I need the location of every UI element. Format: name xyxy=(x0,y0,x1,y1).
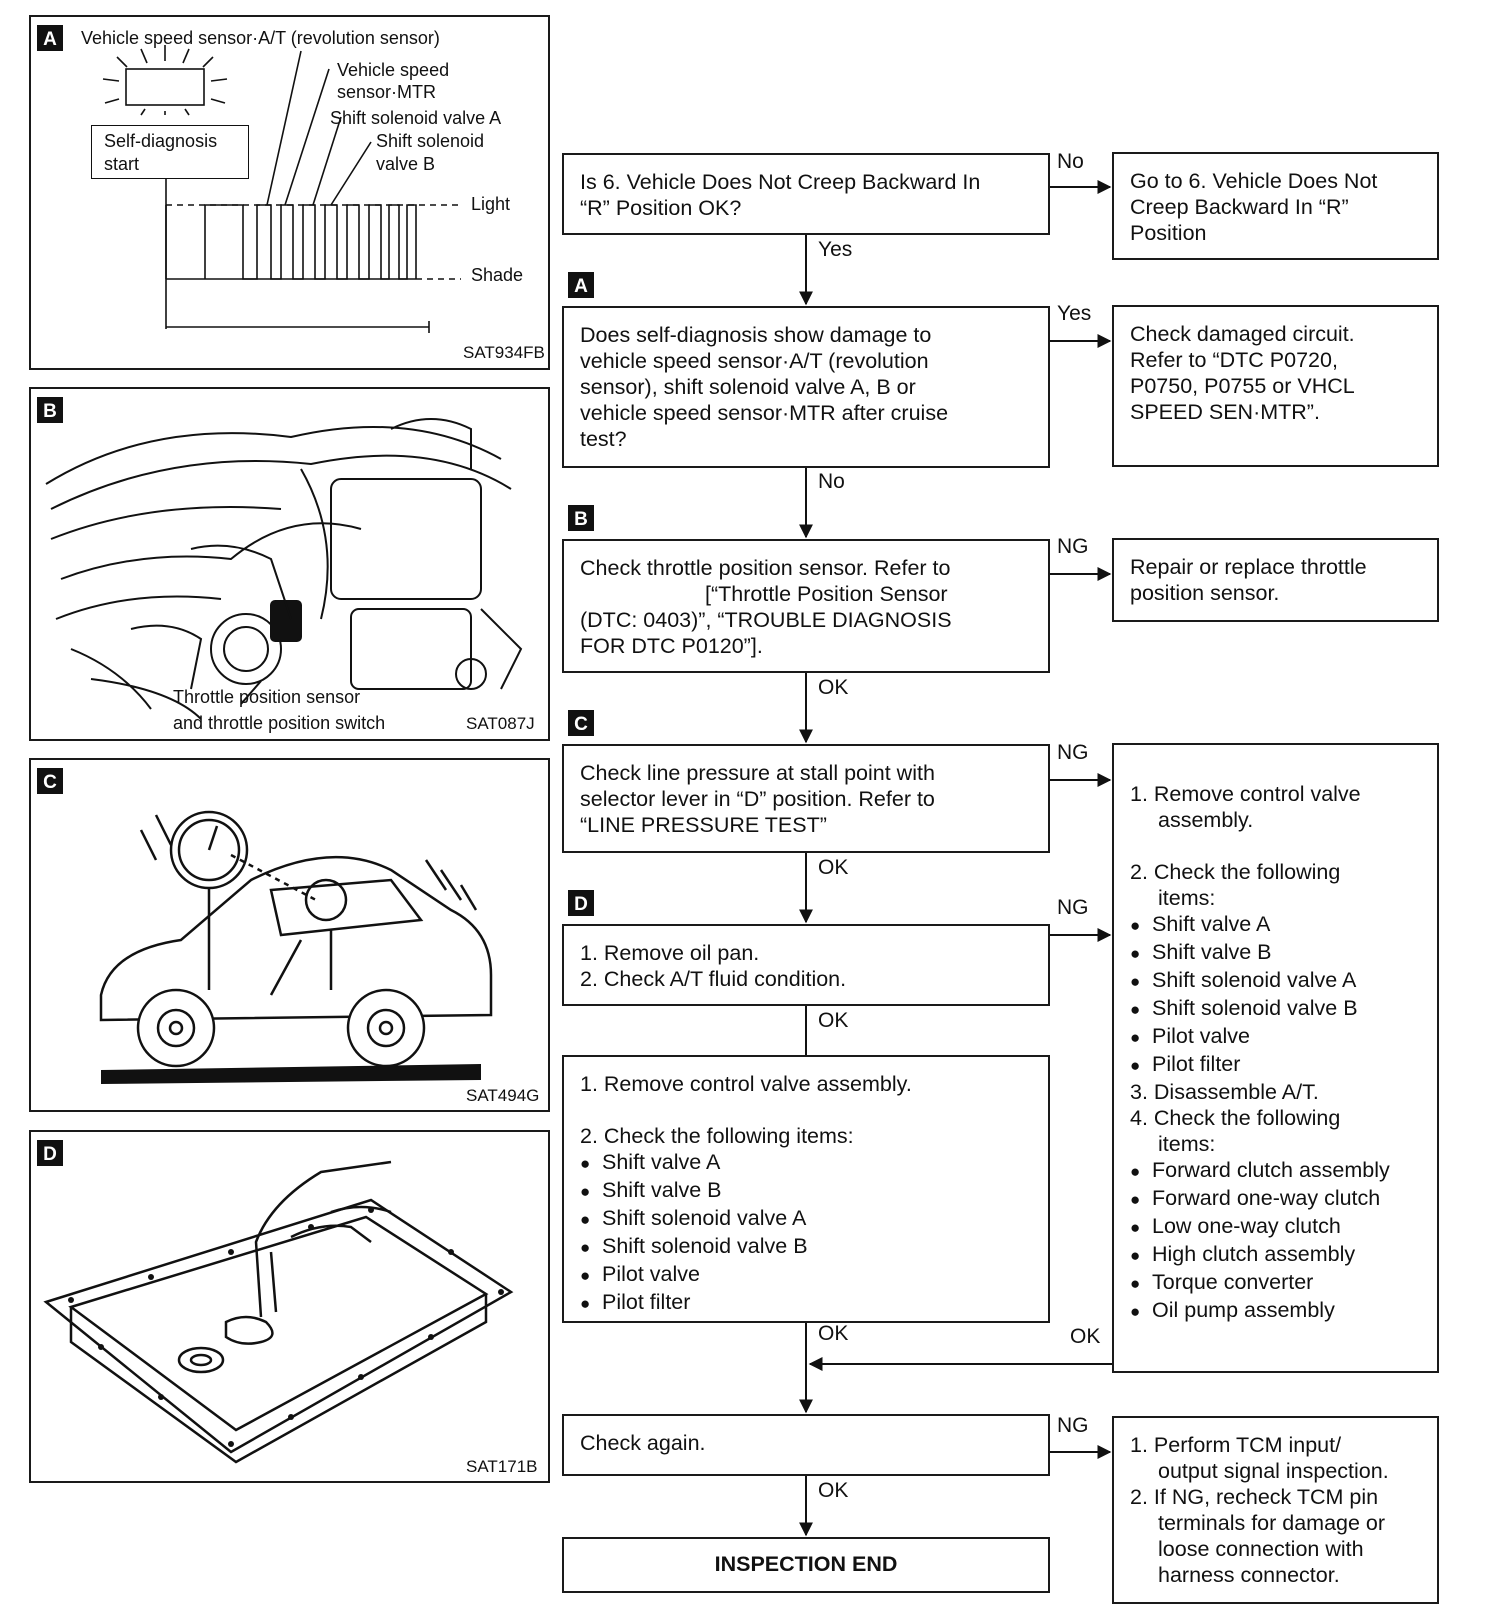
panel-a-sol-a: Shift solenoid valve A xyxy=(330,108,502,128)
r4-spacer xyxy=(1130,833,1421,859)
q1-line-2: “R” Position OK? xyxy=(580,196,742,220)
q6-line-2: 2. Check the following items: xyxy=(580,1124,854,1148)
flow-box-r5 xyxy=(1112,1416,1439,1604)
r4-item: ● Low one-way clutch xyxy=(1130,1213,1421,1241)
flow-box-q1 xyxy=(562,153,1050,235)
flow-box-r2 xyxy=(1112,305,1439,467)
q6-item: ● Shift solenoid valve A xyxy=(580,1205,1032,1233)
flow-box-q7 xyxy=(562,1414,1050,1476)
r4-item: ● Oil pump assembly xyxy=(1130,1297,1421,1325)
panel-b-tag: B xyxy=(37,397,63,423)
panel-d-code: SAT171B xyxy=(466,1457,538,1476)
r3-line-2: position sensor. xyxy=(1130,581,1280,605)
label-ok-2: OK xyxy=(818,856,849,879)
flow-box-q3 xyxy=(562,539,1050,673)
r2-line-3: P0750, P0755 or VHCL xyxy=(1130,374,1355,398)
r4-item: ● Pilot valve xyxy=(1130,1023,1421,1051)
flow-tag-d: D xyxy=(568,890,594,916)
panel-a-light: Light xyxy=(471,194,511,214)
panel-a-shade: Shade xyxy=(471,265,524,285)
label-yes-2: Yes xyxy=(1057,302,1092,325)
panel-b-code: SAT087J xyxy=(466,714,535,733)
q6-item: ● Shift valve B xyxy=(580,1177,1032,1205)
label-ok-3: OK xyxy=(818,1009,849,1032)
flow-box-q5 xyxy=(562,924,1050,1006)
r4-item: ● Forward one-way clutch xyxy=(1130,1185,1421,1213)
r4-line-6: 4. Check the following xyxy=(1130,1106,1341,1130)
q3-line-2: [“Throttle Position Sensor xyxy=(705,582,948,606)
label-ok-1: OK xyxy=(818,676,849,699)
panel-a-tag: A xyxy=(37,25,63,51)
q1-line-1: Is 6. Vehicle Does Not Creep Backward In xyxy=(580,170,981,194)
q4-line-1: Check line pressure at stall point with xyxy=(580,761,935,785)
label-ng-3: NG xyxy=(1057,896,1089,919)
label-yes-1: Yes xyxy=(818,238,853,261)
panel-c-tag: C xyxy=(37,768,63,794)
label-ok-5: OK xyxy=(1070,1325,1101,1348)
flow-box-r4 xyxy=(1112,743,1439,1373)
panel-d-tag: D xyxy=(37,1140,63,1166)
r5-line-2: output signal inspection. xyxy=(1158,1459,1389,1483)
panel-a-vss-mtr-2: sensor·MTR xyxy=(337,82,437,102)
r2-line-2: Refer to “DTC P0720, xyxy=(1130,348,1338,372)
r4-item: ● Forward clutch assembly xyxy=(1130,1157,1421,1185)
r4-item: ● Shift solenoid valve B xyxy=(1130,995,1421,1023)
label-ng-1: NG xyxy=(1057,535,1089,558)
r1-line-2: Creep Backward In “R” xyxy=(1130,195,1349,219)
q6-item: ● Pilot filter xyxy=(580,1289,1032,1317)
r4-item: ● Shift valve B xyxy=(1130,939,1421,967)
q3-line-4: FOR DTC P0120”]. xyxy=(580,634,763,658)
inspection-end-label: INSPECTION END xyxy=(714,1552,898,1576)
q5-line-2: 2. Check A/T fluid condition. xyxy=(580,967,847,991)
flow-tag-c: C xyxy=(568,710,594,736)
r5-line-3: 2. If NG, recheck TCM pin xyxy=(1130,1485,1379,1509)
r4-item: ● Torque converter xyxy=(1130,1269,1421,1297)
flow-tag-b: B xyxy=(568,505,594,531)
q2-line-2: vehicle speed sensor·A/T (revolution xyxy=(580,349,929,373)
panel-a-start-1: Self-diagnosis xyxy=(104,131,218,151)
panel-a-sol-b-2: valve B xyxy=(376,154,436,174)
r5-line-4: terminals for damage or xyxy=(1158,1511,1386,1535)
q3-line-3: (DTC: 0403)”, “TROUBLE DIAGNOSIS xyxy=(580,608,952,632)
label-ok-4: OK xyxy=(818,1322,849,1345)
q4-line-3: “LINE PRESSURE TEST” xyxy=(580,813,827,837)
q2-line-4: vehicle speed sensor·MTR after cruise xyxy=(580,401,949,425)
q3-line-1: Check throttle position sensor. Refer to xyxy=(580,556,951,580)
panel-c-code: SAT494G xyxy=(466,1086,540,1105)
panel-a-title: Vehicle speed sensor·A/T (revolution sensor) xyxy=(81,28,440,48)
r1-line-3: Position xyxy=(1130,221,1207,245)
flow-tag-a: A xyxy=(568,272,594,298)
label-no-2: No xyxy=(818,470,845,493)
flow-box-r3 xyxy=(1112,538,1439,622)
r4-item: ● High clutch assembly xyxy=(1130,1241,1421,1269)
r3-line-1: Repair or replace throttle xyxy=(1130,555,1367,579)
r2-line-4: SPEED SEN·MTR”. xyxy=(1130,400,1320,424)
r4-line-7: items: xyxy=(1158,1132,1216,1156)
r5-line-6: harness connector. xyxy=(1158,1563,1340,1587)
q6-item: ● Shift valve A xyxy=(580,1149,1032,1177)
flow-box-r1 xyxy=(1112,152,1439,260)
r4-line-4: items: xyxy=(1158,886,1216,910)
q2-line-3: sensor), shift solenoid valve A, B or xyxy=(580,375,916,399)
flow-box-q6 xyxy=(562,1055,1050,1323)
panel-b-caption-2: and throttle position switch xyxy=(173,713,386,733)
inspection-end-box xyxy=(562,1537,1050,1593)
panel-a-vss-mtr-1: Vehicle speed xyxy=(337,60,450,80)
r2-line-1: Check damaged circuit. xyxy=(1130,322,1355,346)
q2-line-5: test? xyxy=(580,427,627,451)
label-ng-4: NG xyxy=(1057,1414,1089,1437)
panel-a-sol-b-1: Shift solenoid xyxy=(376,131,485,151)
panel-a-code: SAT934FB xyxy=(463,343,545,362)
r4-item: ● Shift valve A xyxy=(1130,911,1421,939)
r5-line-5: loose connection with xyxy=(1158,1537,1364,1561)
r4-line-1: 1. Remove control valve xyxy=(1130,782,1361,806)
r1-line-1: Go to 6. Vehicle Does Not xyxy=(1130,169,1378,193)
panel-b-caption-1: Throttle position sensor xyxy=(173,687,361,707)
r4-line-5: 3. Disassemble A/T. xyxy=(1130,1080,1319,1104)
q6-spacer xyxy=(580,1097,1032,1123)
panel-a-start-2: start xyxy=(104,154,140,174)
q7-line-1: Check again. xyxy=(580,1431,706,1455)
q5-line-1: 1. Remove oil pan. xyxy=(580,941,760,965)
r4-line-3: 2. Check the following xyxy=(1130,860,1341,884)
flow-box-q4 xyxy=(562,744,1050,853)
q6-line-1: 1. Remove control valve assembly. xyxy=(580,1072,912,1096)
r4-item: ● Shift solenoid valve A xyxy=(1130,967,1421,995)
r4-line-2: assembly. xyxy=(1158,808,1254,832)
q2-line-1: Does self-diagnosis show damage to xyxy=(580,323,932,347)
q6-item: ● Shift solenoid valve B xyxy=(580,1233,1032,1261)
q4-line-2: selector lever in “D” position. Refer to xyxy=(580,787,935,811)
r5-line-1: 1. Perform TCM input/ xyxy=(1130,1433,1342,1457)
label-ok-6: OK xyxy=(818,1479,849,1502)
r4-item: ● Pilot filter xyxy=(1130,1051,1421,1079)
q6-item: ● Pilot valve xyxy=(580,1261,1032,1289)
label-no-1: No xyxy=(1057,150,1084,173)
label-ng-2: NG xyxy=(1057,741,1089,764)
flow-box-q2 xyxy=(562,306,1050,468)
